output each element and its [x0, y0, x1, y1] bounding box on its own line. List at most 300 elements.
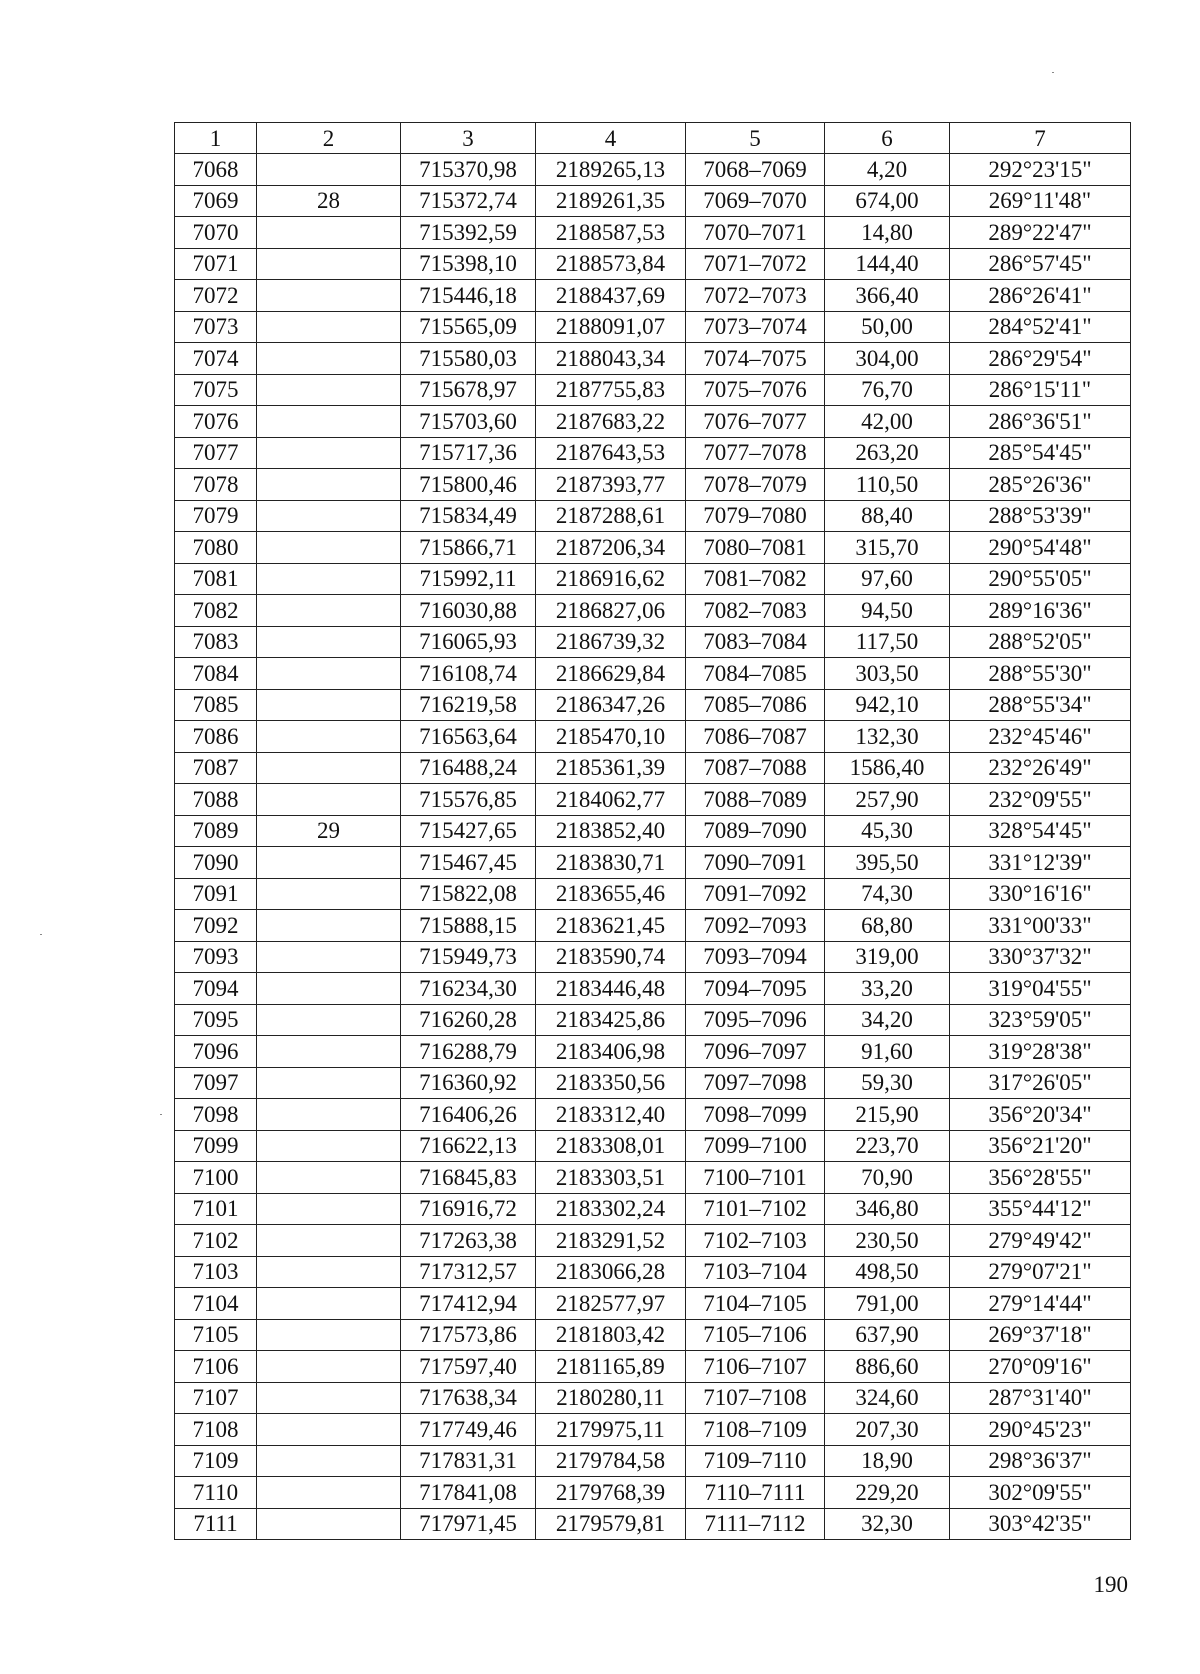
line-segment-cell: 7084–7085: [686, 658, 825, 690]
coordinate-x-cell: 716219,58: [401, 689, 536, 721]
table-row: [175, 500, 1131, 532]
coordinate-x-cell: 715992,11: [401, 563, 536, 595]
bearing-cell: 298°36'37": [950, 1445, 1131, 1477]
point-number-cell: 7106: [175, 1351, 257, 1383]
line-segment-cell: 7101–7102: [686, 1193, 825, 1225]
section-number-cell: [257, 1193, 401, 1225]
section-number-cell: [257, 374, 401, 406]
segment-length-cell: 498,50: [825, 1256, 950, 1288]
coordinate-x-cell: 717749,46: [401, 1414, 536, 1446]
line-segment-cell: 7100–7101: [686, 1162, 825, 1194]
section-number-cell: [257, 406, 401, 438]
bearing-cell: 290°55'05": [950, 563, 1131, 595]
section-number-cell: [257, 1162, 401, 1194]
coordinate-y-cell: 2185361,39: [536, 752, 686, 784]
section-number-cell: [257, 154, 401, 186]
coordinate-y-cell: 2187288,61: [536, 500, 686, 532]
point-number-cell: 7103: [175, 1256, 257, 1288]
table-row: [175, 815, 1131, 847]
bearing-cell: 317°26'05": [950, 1067, 1131, 1099]
coordinate-x-cell: 717638,34: [401, 1382, 536, 1414]
segment-length-cell: 74,30: [825, 878, 950, 910]
point-number-cell: 7111: [175, 1508, 257, 1540]
point-number-cell: 7085: [175, 689, 257, 721]
segment-length-cell: 223,70: [825, 1130, 950, 1162]
table-row: [175, 752, 1131, 784]
line-segment-cell: 7069–7070: [686, 185, 825, 217]
line-segment-cell: 7102–7103: [686, 1225, 825, 1257]
bearing-cell: 290°54'48": [950, 532, 1131, 564]
segment-length-cell: 324,60: [825, 1382, 950, 1414]
bearing-cell: 269°11'48": [950, 185, 1131, 217]
segment-length-cell: 34,20: [825, 1004, 950, 1036]
coordinate-y-cell: 2187643,53: [536, 437, 686, 469]
line-segment-cell: 7085–7086: [686, 689, 825, 721]
column-header: 4: [536, 123, 686, 154]
point-number-cell: 7077: [175, 437, 257, 469]
line-segment-cell: 7074–7075: [686, 343, 825, 375]
point-number-cell: 7108: [175, 1414, 257, 1446]
segment-length-cell: 91,60: [825, 1036, 950, 1068]
table-row: [175, 1382, 1131, 1414]
point-number-cell: 7089: [175, 815, 257, 847]
coordinate-x-cell: 716916,72: [401, 1193, 536, 1225]
coordinate-x-cell: 716563,64: [401, 721, 536, 753]
scan-speck: [160, 1114, 162, 1115]
coordinate-y-cell: 2183312,40: [536, 1099, 686, 1131]
bearing-cell: 302°09'55": [950, 1477, 1131, 1509]
line-segment-cell: 7077–7078: [686, 437, 825, 469]
table-row: [175, 311, 1131, 343]
point-number-cell: 7107: [175, 1382, 257, 1414]
bearing-cell: 331°00'33": [950, 910, 1131, 942]
coordinate-y-cell: 2181165,89: [536, 1351, 686, 1383]
table-row: [175, 878, 1131, 910]
coordinate-x-cell: 715372,74: [401, 185, 536, 217]
line-segment-cell: 7078–7079: [686, 469, 825, 501]
table-row: [175, 595, 1131, 627]
coordinate-y-cell: 2185470,10: [536, 721, 686, 753]
coordinate-y-cell: 2183291,52: [536, 1225, 686, 1257]
coordinate-x-cell: 715398,10: [401, 248, 536, 280]
table-row: [175, 1508, 1131, 1540]
bearing-cell: 287°31'40": [950, 1382, 1131, 1414]
section-number-cell: [257, 689, 401, 721]
table-row: [175, 343, 1131, 375]
segment-length-cell: 33,20: [825, 973, 950, 1005]
segment-length-cell: 230,50: [825, 1225, 950, 1257]
coordinate-y-cell: 2183308,01: [536, 1130, 686, 1162]
line-segment-cell: 7089–7090: [686, 815, 825, 847]
point-number-cell: 7094: [175, 973, 257, 1005]
segment-length-cell: 50,00: [825, 311, 950, 343]
coordinate-y-cell: 2183852,40: [536, 815, 686, 847]
segment-length-cell: 319,00: [825, 941, 950, 973]
table-row: [175, 689, 1131, 721]
coordinate-x-cell: 717841,08: [401, 1477, 536, 1509]
bearing-cell: 289°22'47": [950, 217, 1131, 249]
bearing-cell: 279°49'42": [950, 1225, 1131, 1257]
section-number-cell: [257, 1414, 401, 1446]
coordinate-y-cell: 2184062,77: [536, 784, 686, 816]
point-number-cell: 7070: [175, 217, 257, 249]
table-row: [175, 406, 1131, 438]
table-row: [175, 1099, 1131, 1131]
point-number-cell: 7080: [175, 532, 257, 564]
coordinate-y-cell: 2186739,32: [536, 626, 686, 658]
column-header: 3: [401, 123, 536, 154]
section-number-cell: [257, 248, 401, 280]
line-segment-cell: 7086–7087: [686, 721, 825, 753]
segment-length-cell: 88,40: [825, 500, 950, 532]
section-number-cell: [257, 847, 401, 879]
section-number-cell: [257, 1130, 401, 1162]
line-segment-cell: 7105–7106: [686, 1319, 825, 1351]
point-number-cell: 7071: [175, 248, 257, 280]
segment-length-cell: 791,00: [825, 1288, 950, 1320]
table-row: [175, 437, 1131, 469]
coordinate-y-cell: 2188091,07: [536, 311, 686, 343]
section-number-cell: [257, 437, 401, 469]
segment-length-cell: 76,70: [825, 374, 950, 406]
coordinate-y-cell: 2187393,77: [536, 469, 686, 501]
line-segment-cell: 7096–7097: [686, 1036, 825, 1068]
point-number-cell: 7101: [175, 1193, 257, 1225]
section-number-cell: [257, 595, 401, 627]
line-segment-cell: 7090–7091: [686, 847, 825, 879]
line-segment-cell: 7091–7092: [686, 878, 825, 910]
line-segment-cell: 7079–7080: [686, 500, 825, 532]
table-row: [175, 185, 1131, 217]
coordinate-x-cell: 715370,98: [401, 154, 536, 186]
coordinate-x-cell: 715467,45: [401, 847, 536, 879]
coordinate-x-cell: 715822,08: [401, 878, 536, 910]
point-number-cell: 7105: [175, 1319, 257, 1351]
table-row: [175, 532, 1131, 564]
section-number-cell: [257, 1225, 401, 1257]
segment-length-cell: 229,20: [825, 1477, 950, 1509]
line-segment-cell: 7081–7082: [686, 563, 825, 595]
section-number-cell: [257, 941, 401, 973]
table-row: [175, 973, 1131, 1005]
table-row: [175, 374, 1131, 406]
bearing-cell: 286°26'41": [950, 280, 1131, 312]
coordinate-x-cell: 715576,85: [401, 784, 536, 816]
coordinate-y-cell: 2182577,97: [536, 1288, 686, 1320]
section-number-cell: [257, 1256, 401, 1288]
section-number-cell: [257, 784, 401, 816]
line-segment-cell: 7095–7096: [686, 1004, 825, 1036]
section-number-cell: [257, 1288, 401, 1320]
coordinate-y-cell: 2181803,42: [536, 1319, 686, 1351]
line-segment-cell: 7106–7107: [686, 1351, 825, 1383]
section-number-cell: [257, 1508, 401, 1540]
coordinate-x-cell: 716622,13: [401, 1130, 536, 1162]
section-number-cell: [257, 1351, 401, 1383]
point-number-cell: 7104: [175, 1288, 257, 1320]
coordinate-y-cell: 2186827,06: [536, 595, 686, 627]
bearing-cell: 323°59'05": [950, 1004, 1131, 1036]
line-segment-cell: 7072–7073: [686, 280, 825, 312]
coordinate-x-cell: 717263,38: [401, 1225, 536, 1257]
table-row: [175, 1225, 1131, 1257]
table-row: [175, 217, 1131, 249]
bearing-cell: 284°52'41": [950, 311, 1131, 343]
line-segment-cell: 7108–7109: [686, 1414, 825, 1446]
bearing-cell: 303°42'35": [950, 1508, 1131, 1540]
coordinate-x-cell: 716360,92: [401, 1067, 536, 1099]
point-number-cell: 7092: [175, 910, 257, 942]
coordinate-y-cell: 2187755,83: [536, 374, 686, 406]
point-number-cell: 7073: [175, 311, 257, 343]
page-number: 190: [1093, 1572, 1128, 1597]
coordinate-x-cell: 715446,18: [401, 280, 536, 312]
segment-length-cell: 637,90: [825, 1319, 950, 1351]
column-header: 6: [825, 123, 950, 154]
point-number-cell: 7082: [175, 595, 257, 627]
coordinate-y-cell: 2179784,58: [536, 1445, 686, 1477]
section-number-cell: [257, 1319, 401, 1351]
coordinate-x-cell: 715800,46: [401, 469, 536, 501]
coordinates-table: [174, 122, 1131, 1540]
bearing-cell: 286°15'11": [950, 374, 1131, 406]
bearing-cell: 279°14'44": [950, 1288, 1131, 1320]
segment-length-cell: 304,00: [825, 343, 950, 375]
table-row: [175, 1162, 1131, 1194]
coordinate-x-cell: 717971,45: [401, 1508, 536, 1540]
bearing-cell: 330°37'32": [950, 941, 1131, 973]
line-segment-cell: 7110–7111: [686, 1477, 825, 1509]
point-number-cell: 7099: [175, 1130, 257, 1162]
coordinate-y-cell: 2183590,74: [536, 941, 686, 973]
table-row: [175, 658, 1131, 690]
coordinate-x-cell: 717573,86: [401, 1319, 536, 1351]
point-number-cell: 7100: [175, 1162, 257, 1194]
segment-length-cell: 45,30: [825, 815, 950, 847]
coordinate-x-cell: 716065,93: [401, 626, 536, 658]
coordinate-y-cell: 2179579,81: [536, 1508, 686, 1540]
coordinate-y-cell: 2186629,84: [536, 658, 686, 690]
bearing-cell: 292°23'15": [950, 154, 1131, 186]
line-segment-cell: 7076–7077: [686, 406, 825, 438]
table-row: [175, 563, 1131, 595]
coordinate-x-cell: 717412,94: [401, 1288, 536, 1320]
point-number-cell: 7072: [175, 280, 257, 312]
bearing-cell: 319°04'55": [950, 973, 1131, 1005]
coordinate-x-cell: 715717,36: [401, 437, 536, 469]
section-number-cell: [257, 1004, 401, 1036]
section-number-cell: [257, 1445, 401, 1477]
bearing-cell: 286°29'54": [950, 343, 1131, 375]
table-row: [175, 1130, 1131, 1162]
bearing-cell: 232°26'49": [950, 752, 1131, 784]
coordinate-y-cell: 2188043,34: [536, 343, 686, 375]
coordinate-x-cell: 715678,97: [401, 374, 536, 406]
point-number-cell: 7083: [175, 626, 257, 658]
bearing-cell: 319°28'38": [950, 1036, 1131, 1068]
segment-length-cell: 117,50: [825, 626, 950, 658]
point-number-cell: 7081: [175, 563, 257, 595]
section-number-cell: [257, 973, 401, 1005]
coordinate-y-cell: 2183350,56: [536, 1067, 686, 1099]
coordinate-x-cell: 715565,09: [401, 311, 536, 343]
point-number-cell: 7110: [175, 1477, 257, 1509]
line-segment-cell: 7068–7069: [686, 154, 825, 186]
section-number-cell: [257, 563, 401, 595]
point-number-cell: 7074: [175, 343, 257, 375]
bearing-cell: 232°09'55": [950, 784, 1131, 816]
bearing-cell: 285°26'36": [950, 469, 1131, 501]
coordinate-y-cell: 2180280,11: [536, 1382, 686, 1414]
segment-length-cell: 303,50: [825, 658, 950, 690]
line-segment-cell: 7092–7093: [686, 910, 825, 942]
bearing-cell: 288°52'05": [950, 626, 1131, 658]
coordinate-x-cell: 717597,40: [401, 1351, 536, 1383]
coordinate-x-cell: 716234,30: [401, 973, 536, 1005]
coordinate-x-cell: 717312,57: [401, 1256, 536, 1288]
table-row: [175, 626, 1131, 658]
column-header: 2: [257, 123, 401, 154]
coordinate-y-cell: 2189265,13: [536, 154, 686, 186]
line-segment-cell: 7097–7098: [686, 1067, 825, 1099]
segment-length-cell: 132,30: [825, 721, 950, 753]
coordinate-y-cell: 2183446,48: [536, 973, 686, 1005]
point-number-cell: 7095: [175, 1004, 257, 1036]
coordinate-y-cell: 2183303,51: [536, 1162, 686, 1194]
point-number-cell: 7075: [175, 374, 257, 406]
segment-length-cell: 68,80: [825, 910, 950, 942]
coordinate-x-cell: 716288,79: [401, 1036, 536, 1068]
segment-length-cell: 59,30: [825, 1067, 950, 1099]
section-number-cell: [257, 1382, 401, 1414]
section-number-cell: [257, 658, 401, 690]
coordinate-y-cell: 2188437,69: [536, 280, 686, 312]
bearing-cell: 288°53'39": [950, 500, 1131, 532]
segment-length-cell: 18,90: [825, 1445, 950, 1477]
segment-length-cell: 70,90: [825, 1162, 950, 1194]
bearing-cell: 286°57'45": [950, 248, 1131, 280]
segment-length-cell: 366,40: [825, 280, 950, 312]
line-segment-cell: 7099–7100: [686, 1130, 825, 1162]
table-row: [175, 280, 1131, 312]
bearing-cell: 270°09'16": [950, 1351, 1131, 1383]
bearing-cell: 232°45'46": [950, 721, 1131, 753]
line-segment-cell: 7111–7112: [686, 1508, 825, 1540]
bearing-cell: 356°21'20": [950, 1130, 1131, 1162]
section-number-cell: [257, 752, 401, 784]
table-row: [175, 721, 1131, 753]
scan-speck: [40, 934, 42, 935]
point-number-cell: 7084: [175, 658, 257, 690]
line-segment-cell: 7070–7071: [686, 217, 825, 249]
coordinate-x-cell: 715888,15: [401, 910, 536, 942]
segment-length-cell: 886,60: [825, 1351, 950, 1383]
segment-length-cell: 144,40: [825, 248, 950, 280]
segment-length-cell: 32,30: [825, 1508, 950, 1540]
section-number-cell: [257, 626, 401, 658]
coordinate-y-cell: 2189261,35: [536, 185, 686, 217]
bearing-cell: 286°36'51": [950, 406, 1131, 438]
segment-length-cell: 942,10: [825, 689, 950, 721]
table-row: [175, 248, 1131, 280]
segment-length-cell: 215,90: [825, 1099, 950, 1131]
coordinate-y-cell: 2179768,39: [536, 1477, 686, 1509]
line-segment-cell: 7082–7083: [686, 595, 825, 627]
bearing-cell: 330°16'16": [950, 878, 1131, 910]
segment-length-cell: 263,20: [825, 437, 950, 469]
point-number-cell: 7096: [175, 1036, 257, 1068]
table-row: [175, 1351, 1131, 1383]
coordinate-x-cell: 715703,60: [401, 406, 536, 438]
coordinate-x-cell: 715866,71: [401, 532, 536, 564]
point-number-cell: 7086: [175, 721, 257, 753]
column-header: 5: [686, 123, 825, 154]
table-row: [175, 910, 1131, 942]
point-number-cell: 7109: [175, 1445, 257, 1477]
table-row: [175, 1477, 1131, 1509]
segment-length-cell: 1586,40: [825, 752, 950, 784]
point-number-cell: 7087: [175, 752, 257, 784]
scan-speck: [1052, 72, 1054, 73]
bearing-cell: 289°16'36": [950, 595, 1131, 627]
coordinate-y-cell: 2179975,11: [536, 1414, 686, 1446]
coordinate-x-cell: 715949,73: [401, 941, 536, 973]
table-row: [175, 784, 1131, 816]
line-segment-cell: 7107–7108: [686, 1382, 825, 1414]
coordinate-y-cell: 2187206,34: [536, 532, 686, 564]
bearing-cell: 356°20'34": [950, 1099, 1131, 1131]
point-number-cell: 7088: [175, 784, 257, 816]
segment-length-cell: 42,00: [825, 406, 950, 438]
coordinate-y-cell: 2186916,62: [536, 563, 686, 595]
line-segment-cell: 7103–7104: [686, 1256, 825, 1288]
table-row: [175, 469, 1131, 501]
point-number-cell: 7097: [175, 1067, 257, 1099]
line-segment-cell: 7073–7074: [686, 311, 825, 343]
coordinate-y-cell: 2183302,24: [536, 1193, 686, 1225]
coordinate-y-cell: 2188587,53: [536, 217, 686, 249]
point-number-cell: 7090: [175, 847, 257, 879]
section-number-cell: [257, 343, 401, 375]
coordinate-y-cell: 2183621,45: [536, 910, 686, 942]
table-row: [175, 1004, 1131, 1036]
point-number-cell: 7069: [175, 185, 257, 217]
point-number-cell: 7068: [175, 154, 257, 186]
table-row: [175, 1414, 1131, 1446]
segment-length-cell: 315,70: [825, 532, 950, 564]
point-number-cell: 7098: [175, 1099, 257, 1131]
coordinate-x-cell: 716108,74: [401, 658, 536, 690]
table-row: [175, 1193, 1131, 1225]
section-number-cell: [257, 217, 401, 249]
bearing-cell: 355°44'12": [950, 1193, 1131, 1225]
section-number-cell: [257, 721, 401, 753]
table-row: [175, 154, 1131, 186]
line-segment-cell: 7098–7099: [686, 1099, 825, 1131]
segment-length-cell: 4,20: [825, 154, 950, 186]
line-segment-cell: 7080–7081: [686, 532, 825, 564]
section-number-cell: 28: [257, 185, 401, 217]
table-header: [175, 123, 1131, 154]
table-row: [175, 1036, 1131, 1068]
section-number-cell: [257, 1067, 401, 1099]
section-number-cell: 29: [257, 815, 401, 847]
point-number-cell: 7079: [175, 500, 257, 532]
segment-length-cell: 395,50: [825, 847, 950, 879]
table-row: [175, 1445, 1131, 1477]
coordinate-x-cell: 715427,65: [401, 815, 536, 847]
section-number-cell: [257, 311, 401, 343]
